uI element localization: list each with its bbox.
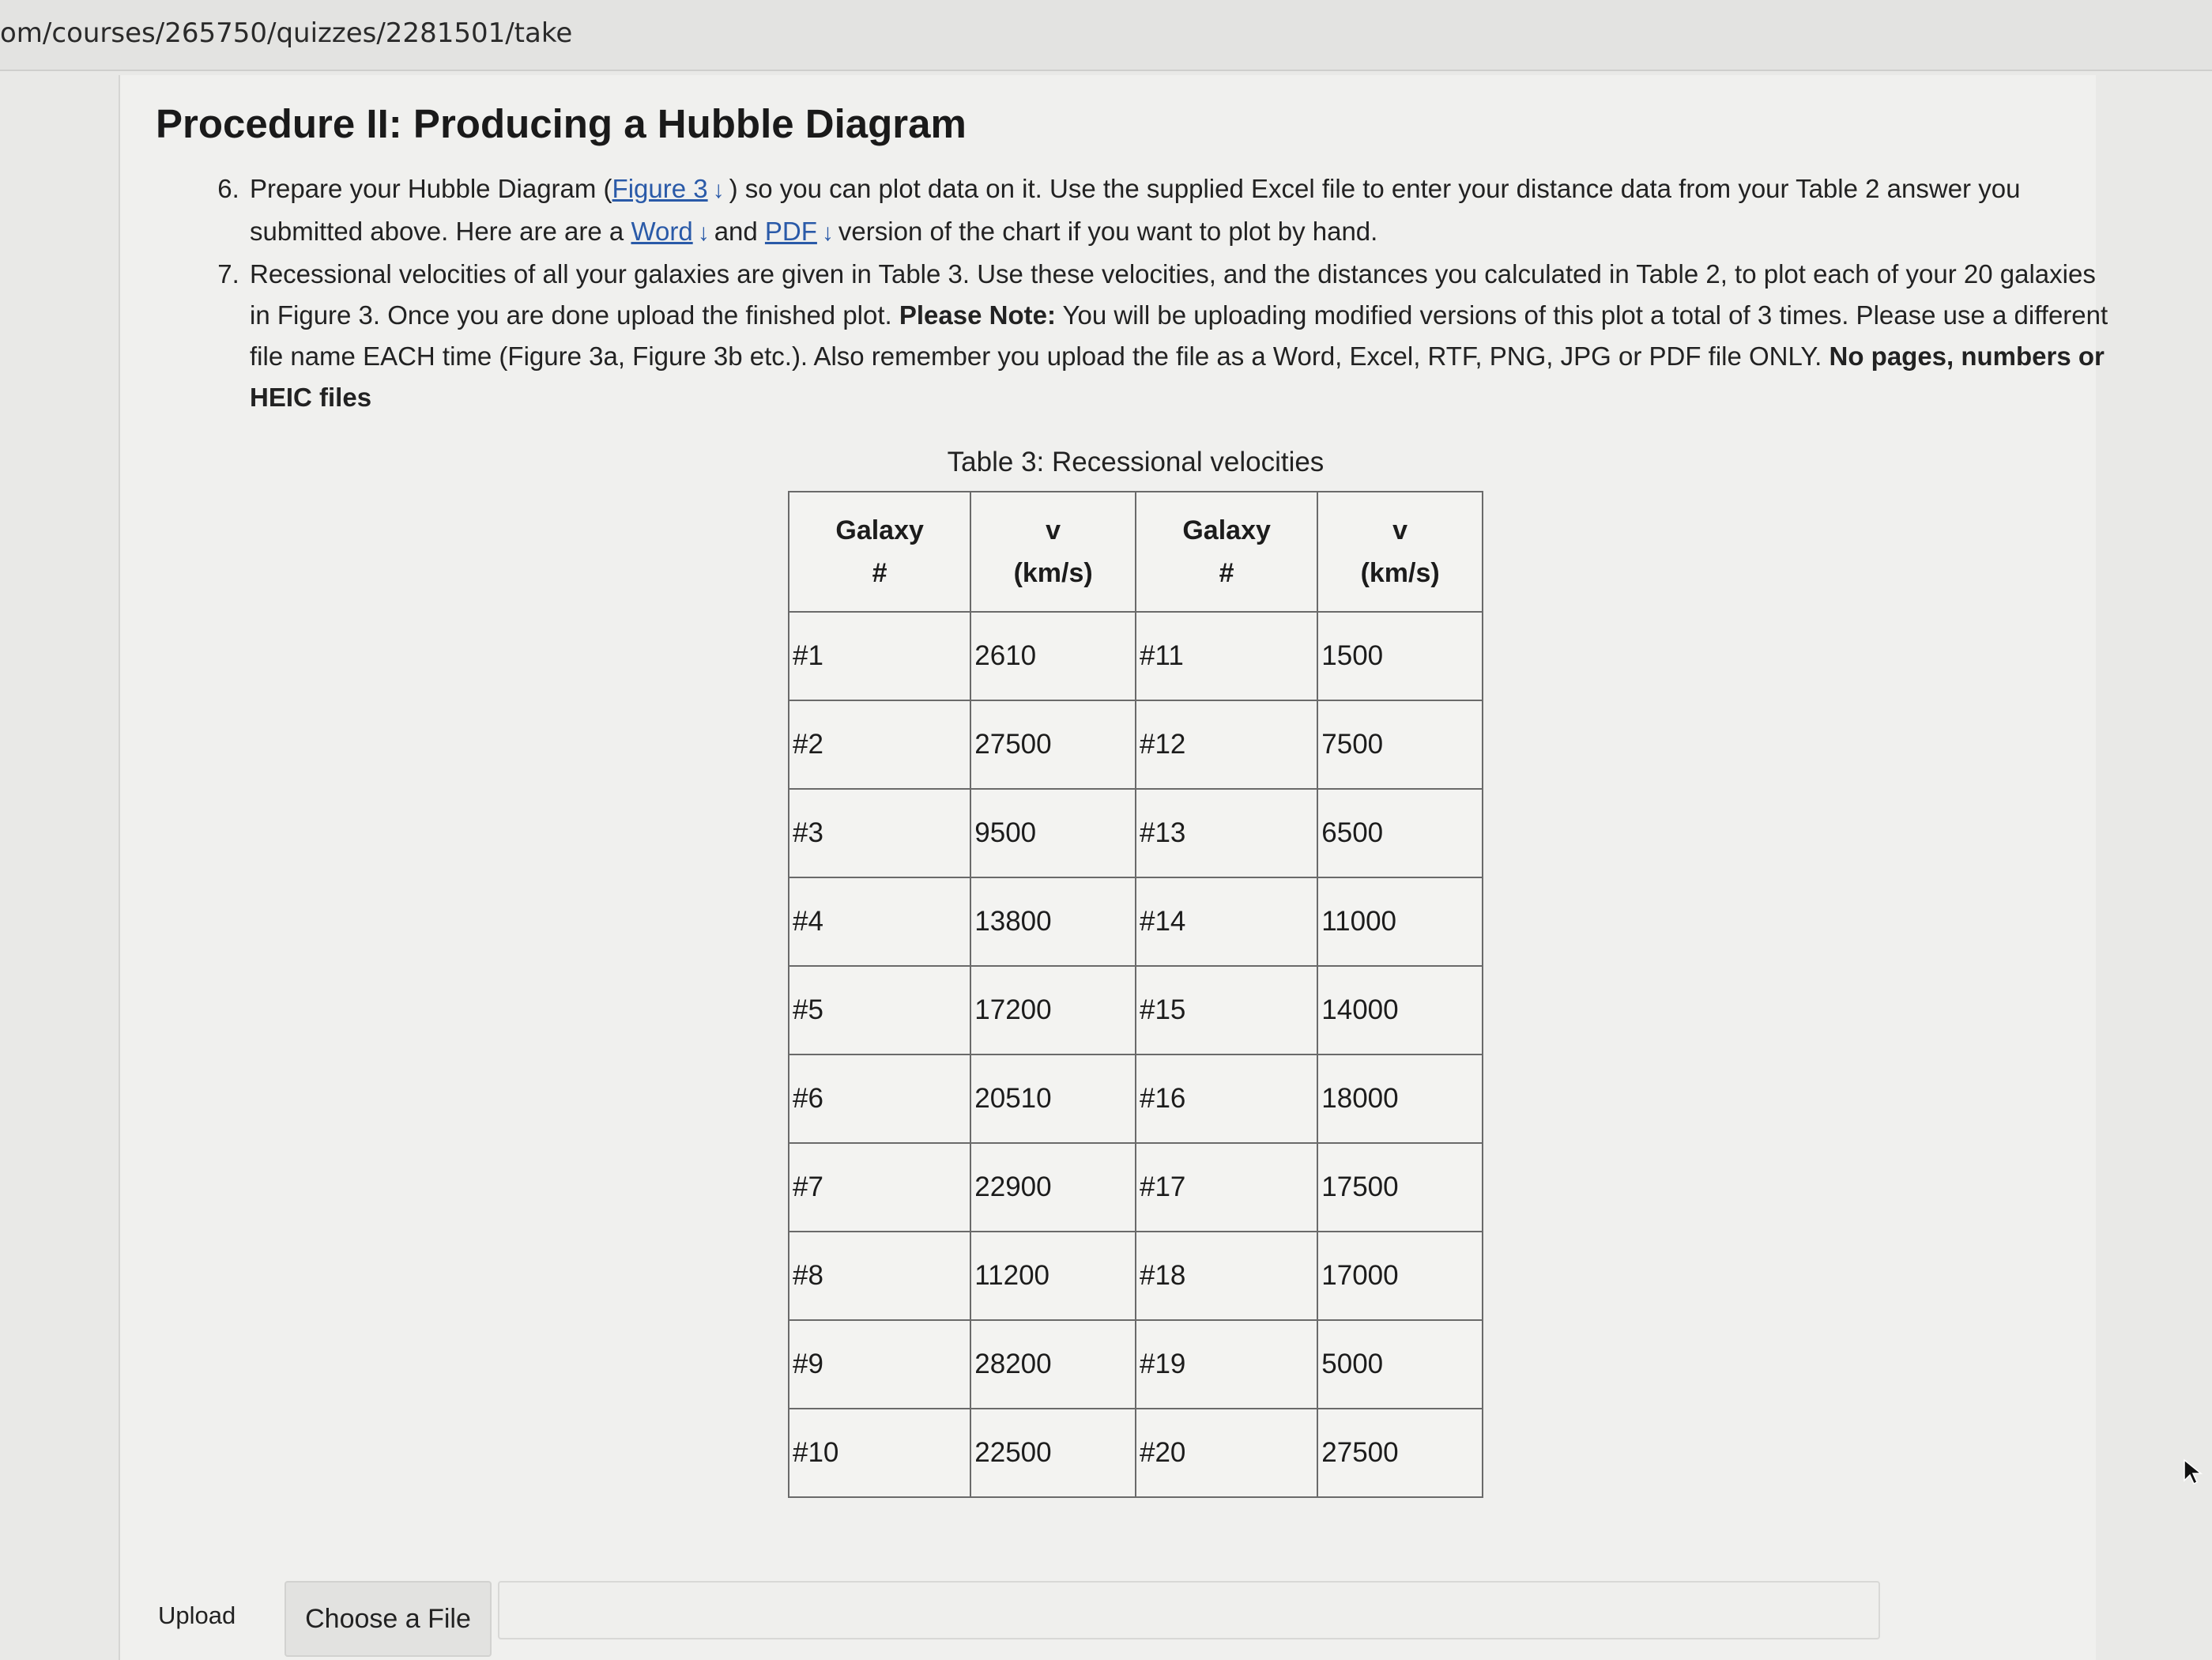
- galaxy-cell: #8: [789, 1232, 970, 1320]
- velocity-cell: 28200: [970, 1320, 1136, 1409]
- galaxy-cell: #7: [789, 1143, 970, 1232]
- table-row: [789, 1054, 1483, 1143]
- table-body: [789, 612, 1483, 1497]
- galaxy-cell: #12: [1136, 700, 1317, 789]
- velocity-cell: 17200: [970, 966, 1136, 1054]
- header-text: #: [1219, 558, 1234, 588]
- table-row: [789, 612, 1483, 700]
- velocity-cell: 27500: [1317, 1409, 1483, 1497]
- galaxy-cell: #15: [1136, 966, 1317, 1054]
- header-text: (km/s): [1013, 558, 1093, 588]
- velocity-cell: 17500: [1317, 1143, 1483, 1232]
- velocity-table-container: [788, 447, 1483, 1498]
- velocity-cell: 18000: [1317, 1054, 1483, 1143]
- galaxy-cell: #17: [1136, 1143, 1317, 1232]
- please-note-label: Please Note:: [899, 300, 1056, 330]
- galaxy-cell: #3: [789, 789, 970, 877]
- velocity-cell: 1500: [1317, 612, 1483, 700]
- upload-label: Upload: [158, 1602, 236, 1629]
- upload-row: [158, 1581, 1881, 1654]
- instruction-text: and: [714, 217, 765, 246]
- galaxy-cell: #19: [1136, 1320, 1317, 1409]
- galaxy-cell: #13: [1136, 789, 1317, 877]
- table-row: [789, 1320, 1483, 1409]
- galaxy-cell: #1: [789, 612, 970, 700]
- file-restriction-note: No pages, numbers or HEIC files: [250, 341, 2105, 412]
- figure-3-link[interactable]: Figure 3: [612, 174, 708, 203]
- download-arrow-icon[interactable]: ↓: [697, 220, 710, 246]
- instruction-list: [175, 168, 2112, 418]
- instruction-item-6: [247, 168, 2112, 254]
- header-text: Galaxy: [835, 515, 924, 545]
- browser-address-bar[interactable]: [0, 0, 2212, 71]
- table-row: [789, 966, 1483, 1054]
- word-link[interactable]: Word: [631, 217, 693, 246]
- pdf-link[interactable]: PDF: [764, 217, 817, 246]
- header-velocity-2: [1317, 492, 1483, 612]
- velocity-cell: 11000: [1317, 877, 1483, 966]
- velocity-cell: 17000: [1317, 1232, 1483, 1320]
- table-row: [789, 789, 1483, 877]
- velocity-cell: 6500: [1317, 789, 1483, 877]
- velocity-cell: 9500: [970, 789, 1136, 877]
- table-row: [789, 1232, 1483, 1320]
- velocity-cell: 2610: [970, 612, 1136, 700]
- velocity-cell: 11200: [970, 1232, 1136, 1320]
- instruction-text: version of the chart if you want to plot by hand.: [838, 217, 1378, 246]
- galaxy-cell: #5: [789, 966, 970, 1054]
- instruction-text: Prepare your Hubble Diagram (: [250, 174, 612, 203]
- galaxy-cell: #11: [1136, 612, 1317, 700]
- header-velocity-1: [970, 492, 1136, 612]
- galaxy-cell: #6: [789, 1054, 970, 1143]
- download-arrow-icon[interactable]: ↓: [821, 220, 834, 246]
- header-text: #: [872, 558, 887, 588]
- velocity-cell: 5000: [1317, 1320, 1483, 1409]
- table-row: [789, 1409, 1483, 1497]
- instruction-text: ) so you can plot data on it. Use the supplied Excel file to enter your distance data from your Table 2 answer you submitted above. Here are are a: [250, 174, 2021, 246]
- galaxy-cell: #2: [789, 700, 970, 789]
- velocity-cell: 22500: [970, 1409, 1136, 1497]
- velocity-cell: 27500: [970, 700, 1136, 789]
- choose-file-button[interactable]: Choose a File: [285, 1581, 492, 1657]
- galaxy-cell: #9: [789, 1320, 970, 1409]
- velocity-table: [788, 491, 1483, 1498]
- url-text[interactable]: om/courses/265750/quizzes/2281501/take: [0, 17, 573, 49]
- galaxy-cell: #18: [1136, 1232, 1317, 1320]
- table-row: [789, 700, 1483, 789]
- instruction-item-7: [247, 254, 2112, 418]
- velocity-cell: 13800: [970, 877, 1136, 966]
- header-galaxy-1: [789, 492, 970, 612]
- galaxy-cell: #16: [1136, 1054, 1317, 1143]
- table-header-row: [789, 492, 1483, 612]
- header-galaxy-2: [1136, 492, 1317, 612]
- table-caption: Table 3: Recessional velocities: [947, 447, 1325, 477]
- instruction-text: Recessional velocities of all your galaxies are given in Table 3. Use these velocities, and the distances you calculated in Table 2, to plot each of your 20 galaxies in Figure 3. Once you are done upload the finished plot.: [250, 259, 2096, 330]
- header-text: v: [1392, 515, 1408, 545]
- velocity-cell: 22900: [970, 1143, 1136, 1232]
- header-text: Galaxy: [1182, 515, 1271, 545]
- quiz-content: [119, 75, 2108, 1660]
- galaxy-cell: #20: [1136, 1409, 1317, 1497]
- page-title: Procedure II: Producing a Hubble Diagram: [156, 101, 967, 146]
- instruction-text: You will be uploading modified versions of this plot a total of 3 times. Please use a different file name EACH time (Figure 3a, Figure 3b etc.). Also remember you upload the file as a Word, Excel, RTF, PNG, JPG or PDF file ONLY.: [250, 300, 2108, 371]
- velocity-cell: 7500: [1317, 700, 1483, 789]
- galaxy-cell: #4: [789, 877, 970, 966]
- galaxy-cell: #14: [1136, 877, 1317, 966]
- mouse-cursor-icon: [2183, 1458, 2203, 1485]
- velocity-cell: 20510: [970, 1054, 1136, 1143]
- header-text: (km/s): [1360, 558, 1440, 588]
- velocity-cell: 14000: [1317, 966, 1483, 1054]
- file-name-field[interactable]: [498, 1581, 1880, 1639]
- header-text: v: [1046, 515, 1061, 545]
- table-row: [789, 1143, 1483, 1232]
- table-row: [789, 877, 1483, 966]
- galaxy-cell: #10: [789, 1409, 970, 1497]
- download-arrow-icon[interactable]: ↓: [712, 177, 725, 203]
